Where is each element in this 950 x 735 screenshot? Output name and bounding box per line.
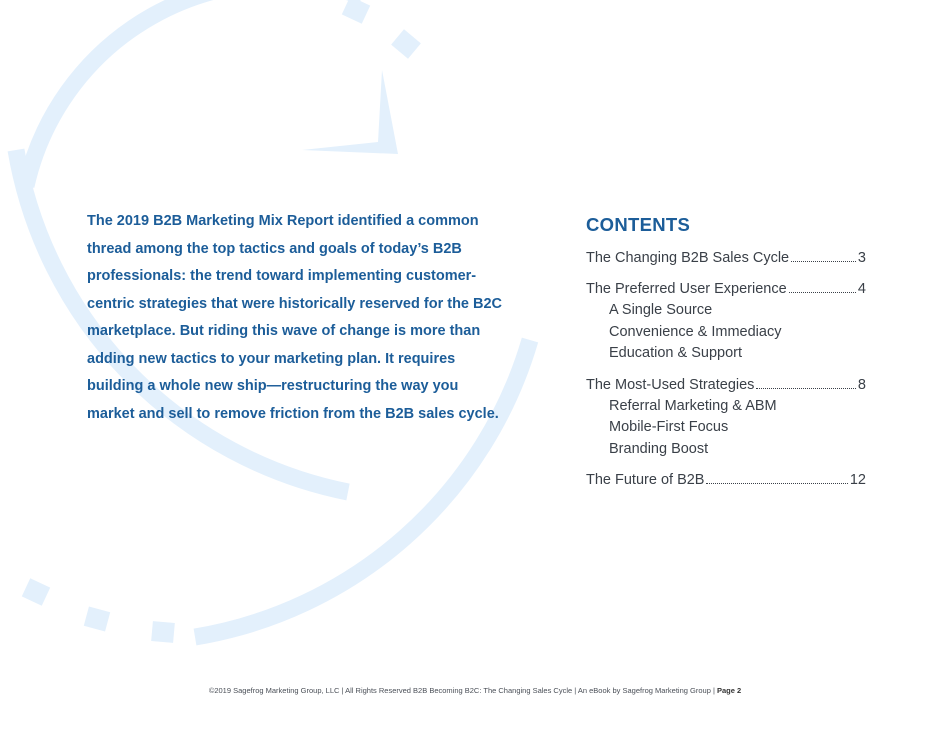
page-footer xyxy=(0,686,950,695)
toc-leader-dots xyxy=(756,388,855,389)
footer-page-number: Page 2 xyxy=(717,686,742,695)
toc-section-most-used-strategies xyxy=(586,375,866,461)
toc-entry[interactable] xyxy=(586,279,866,300)
toc-entry[interactable] xyxy=(586,248,866,269)
toc-leader-dots xyxy=(791,261,856,262)
toc-subitem[interactable]: Referral Marketing & ABM xyxy=(609,397,777,414)
toc-entry[interactable] xyxy=(586,375,866,396)
toc-subitem[interactable]: A Single Source xyxy=(609,302,713,318)
dash-1 xyxy=(391,29,421,58)
dash-4 xyxy=(84,606,110,631)
toc-entry-label: The Changing B2B Sales Cycle xyxy=(586,250,790,266)
footer-text: ©2019 Sagefrog Marketing Group, LLC | All Rights Reserved B2B Becoming B2C: The Changing Sales Cycle | An eBook by Sagefrog Marketing Group | xyxy=(208,686,717,695)
table-of-contents xyxy=(586,212,866,501)
toc-section-future-of-b2b xyxy=(586,470,866,491)
toc-subitem[interactable]: Convenience & Immediacy xyxy=(609,323,782,340)
arrow-head xyxy=(302,70,398,154)
toc-subitem[interactable]: Education & Support xyxy=(609,345,743,361)
toc-entry-label: The Most-Used Strategies xyxy=(586,376,755,393)
intro-paragraph: The 2019 B2B Marketing Mix Report identified a common thread among the top tactics and goals of today’s B2B professionals: the trend toward implementing customer-centric strategies that were historically reserved for the B2C marketplace. But riding this wave of change is more than adding new tactics to your marketing plan. It requires building a whole new ship—restructuring the way you market and sell to remove friction from the B2B sales cycle. xyxy=(87,213,503,422)
toc-entry[interactable] xyxy=(586,470,866,491)
contents-title: CONTENTS xyxy=(586,214,691,235)
toc-subitem[interactable]: Branding Boost xyxy=(609,440,709,457)
toc-leader-dots xyxy=(706,483,847,484)
toc-page-number: 8 xyxy=(857,376,866,393)
toc-section-preferred-user-experience xyxy=(586,279,866,365)
toc-page-number: 4 xyxy=(857,281,866,297)
toc-entry-label: The Future of B2B xyxy=(586,472,705,488)
toc-subitem[interactable]: Mobile-First Focus xyxy=(609,419,729,435)
toc-page-number: 3 xyxy=(857,250,866,266)
toc-section-changing-sales-cycle xyxy=(586,248,866,269)
toc-leader-dots xyxy=(789,292,856,293)
dash-3 xyxy=(22,578,50,605)
toc-page-number: 12 xyxy=(849,472,866,488)
dash-2 xyxy=(342,0,370,24)
cycle-arc-top xyxy=(26,0,362,186)
toc-entry-label: The Preferred User Experience xyxy=(586,281,787,297)
dash-5 xyxy=(151,621,175,643)
